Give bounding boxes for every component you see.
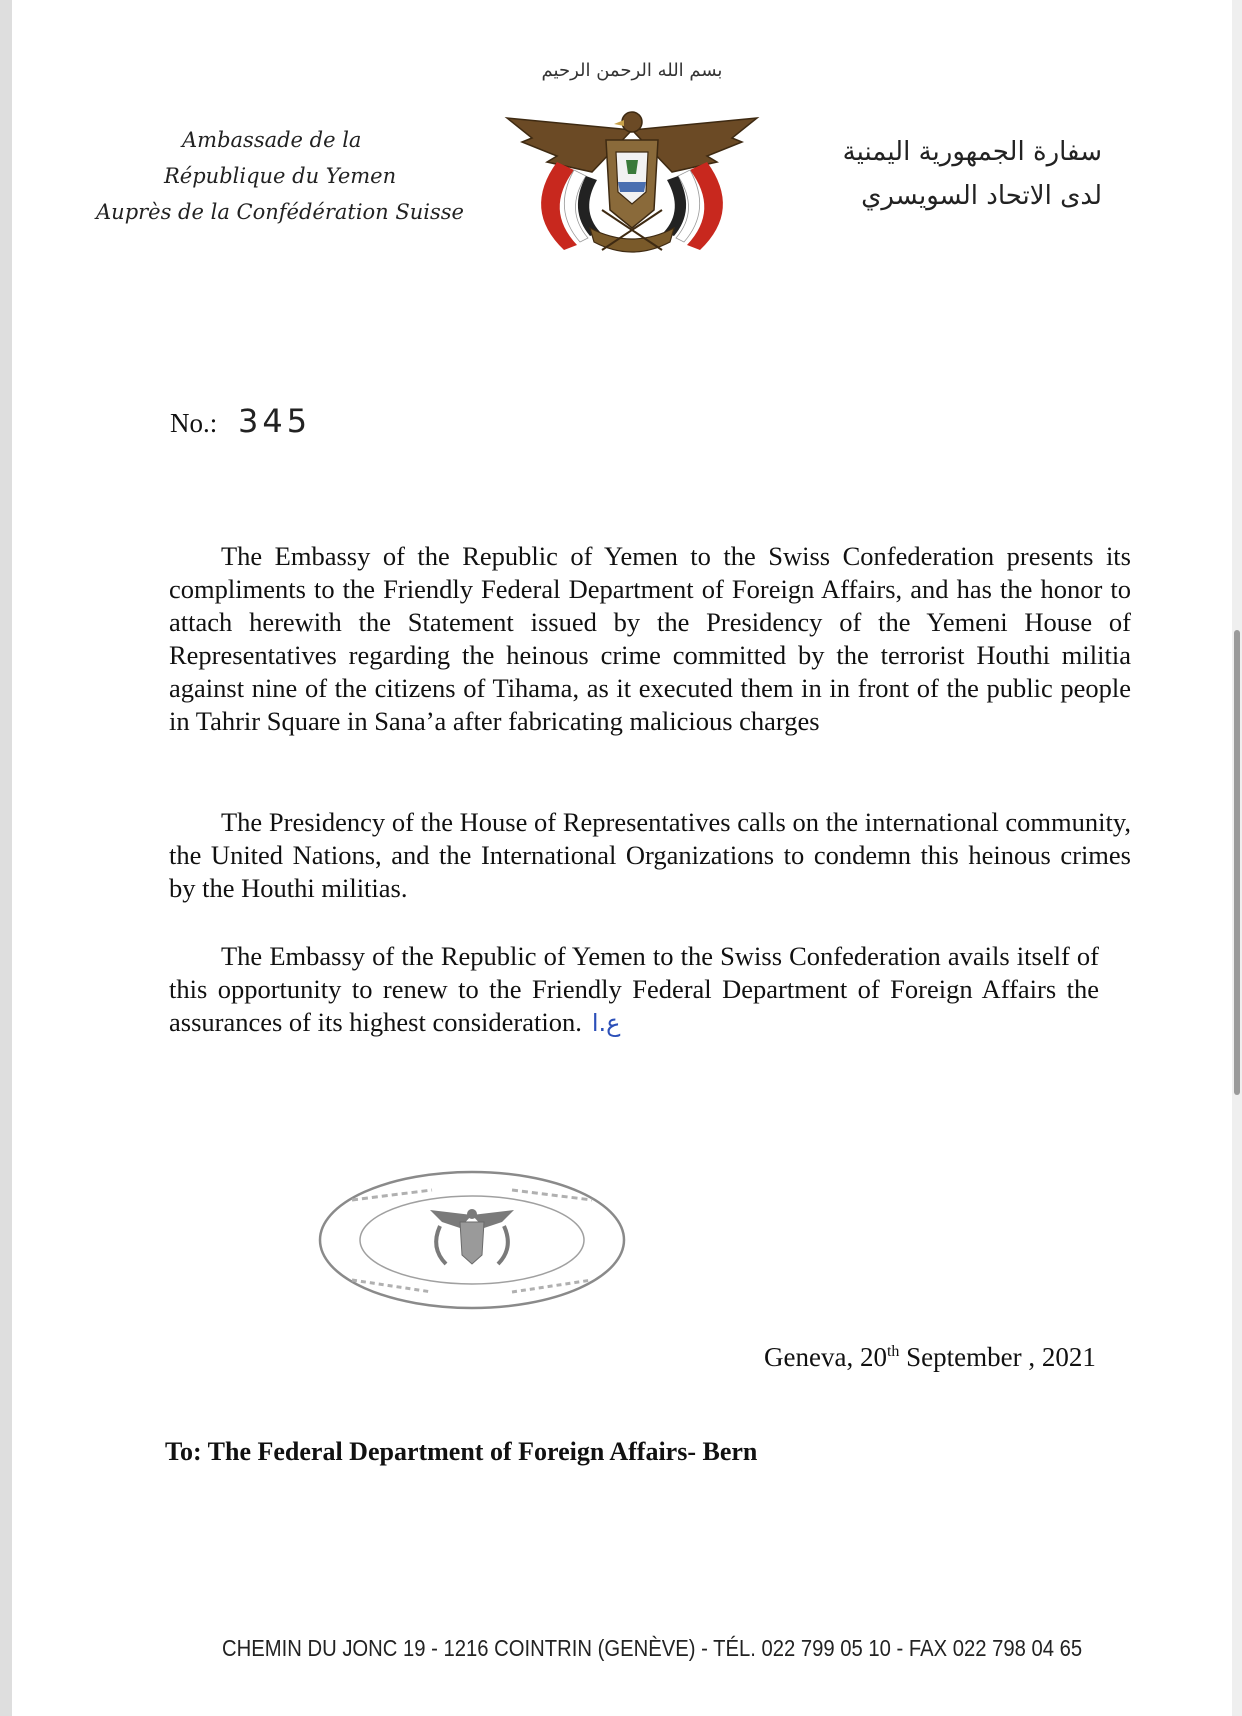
scrollbar-track[interactable]: [1232, 0, 1242, 1716]
letter-page: [12, 0, 1232, 1716]
embassy-name-arabic: [842, 130, 1102, 218]
yemen-eagle-emblem-icon: [502, 100, 762, 275]
embassy-name-french: [82, 122, 462, 230]
handwritten-initials: ع.ا: [591, 1009, 621, 1037]
reference-number-value: 345: [238, 402, 312, 440]
embassy-seal-stamp-icon: [312, 1160, 632, 1325]
date-ordinal: th: [886, 1343, 900, 1360]
body-paragraph-2: The Presidency of the House of Representatives calls on the international community, the United Nations, and the International Organizations to condemn this heinous crimes by the Houthi militias.: [169, 807, 1131, 903]
date-suffix: September , 2021: [899, 1342, 1096, 1372]
arabic-line-2: لدى الاتحاد السويسري: [861, 181, 1102, 211]
scrollbar-thumb[interactable]: [1234, 630, 1240, 1095]
footer-address: CHEMIN DU JONC 19 - 1216 COINTRIN (GENÈVE) - TÉL. 022 799 05 10 - FAX 022 798 04 65: [222, 1635, 1083, 1661]
reference-number: [170, 402, 311, 440]
french-line-1: Ambassade de la: [182, 128, 362, 152]
body-paragraph-3: [169, 940, 1099, 1040]
closing-text: The Embassy of the Republic of Yemen to the Swiss Confederation avails itself of this opportunity to renew to the Friendly Federal Department of Foreign Affairs the assurances of its highest consideration.: [169, 941, 1099, 1037]
french-line-2: République du Yemen: [164, 164, 397, 188]
letter-date: [764, 1342, 1096, 1373]
addressee-line: To: The Federal Department of Foreign Affairs- Bern: [165, 1437, 758, 1466]
french-line-3: Auprès de la Confédération Suisse: [96, 200, 464, 224]
arabic-line-1: سفارة الجمهورية اليمنية: [842, 137, 1102, 167]
body-paragraph-1: The Embassy of the Republic of Yemen to the Swiss Confederation presents its compliments to the Friendly Federal Department of Foreign Affairs, and has the honor to attach herewith the Statement issued by the Presidency of the Yemeni House of Representatives regarding the heinous crime committed by the terrorist Houthi militia against nine of the citizens of Tihama, as it executed them in in front of the public people in Tahrir Square in Sana’a after fabricating malicious charges: [169, 541, 1131, 736]
date-prefix: Geneva, 20: [764, 1342, 887, 1372]
reference-label: No.:: [170, 408, 218, 438]
basmala-text: بسم الله الرحمن الرحيم: [541, 60, 723, 81]
